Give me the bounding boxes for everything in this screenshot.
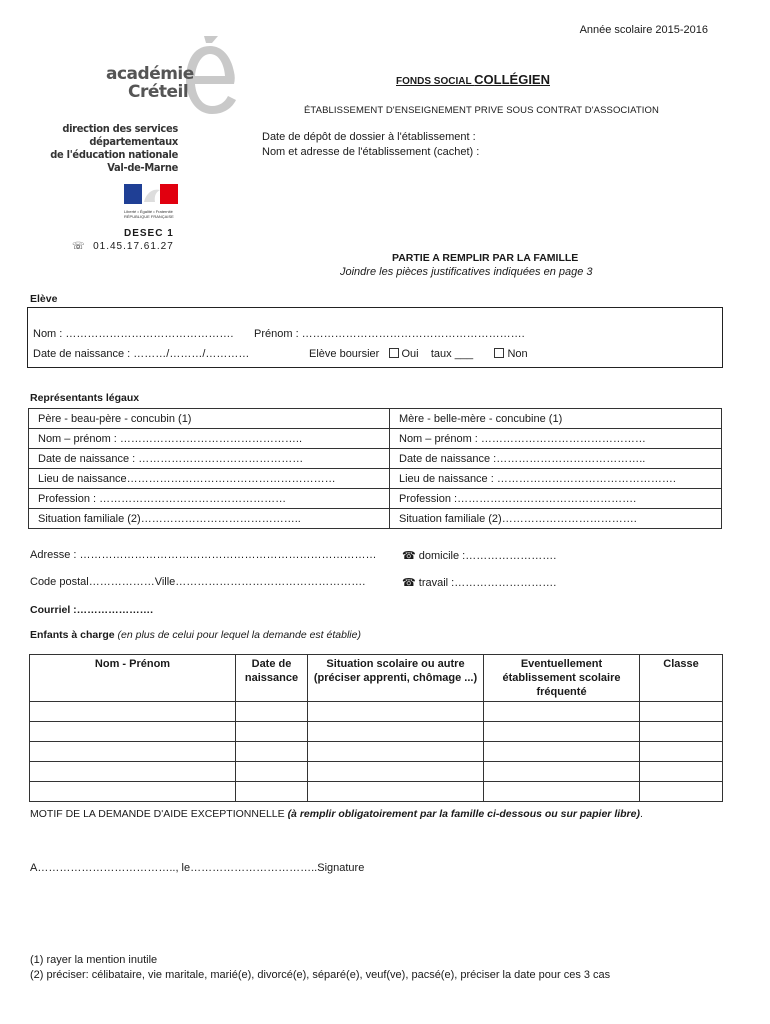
- mere-naissance-field[interactable]: Date de naissance :…………………………………..: [390, 449, 722, 469]
- mere-profession-field[interactable]: Profession :………………………………………….: [390, 489, 722, 509]
- mere-heading: Mère - belle-mère - concubine (1): [390, 409, 722, 429]
- travail-label: travail :……………………….: [418, 577, 557, 589]
- table-row: [30, 702, 723, 722]
- phone-icon: ☏: [72, 241, 86, 252]
- cell[interactable]: [30, 762, 236, 782]
- cell[interactable]: [484, 742, 640, 762]
- republic-name: RÉPUBLIQUE FRANÇAISE: [124, 214, 174, 219]
- representants-heading: Représentants légaux: [30, 392, 140, 404]
- enfants-table: [29, 654, 723, 802]
- table-row: [29, 489, 722, 509]
- marianne-logo: [124, 184, 178, 218]
- service-code: DESEC 1: [124, 228, 174, 239]
- cell[interactable]: [640, 742, 723, 762]
- taux-field[interactable]: taux ___: [430, 348, 474, 360]
- cell[interactable]: [308, 742, 484, 762]
- etablissement-line: Nom et adresse de l'établissement (cachet) :: [262, 146, 480, 158]
- cell[interactable]: [308, 702, 484, 722]
- enfants-heading: Enfants à charge (en plus de celui pour lequel la demande est établie): [30, 629, 361, 641]
- pere-naissance-field[interactable]: Date de naissance : ………………………………………: [29, 449, 390, 469]
- adresse-field[interactable]: Adresse : ………………………………………………………………………: [30, 549, 377, 561]
- depot-date-line: Date de dépôt de dossier à l'établissement :: [262, 131, 476, 143]
- eleve-boursier: [309, 348, 528, 360]
- table-header: [30, 655, 723, 702]
- table-row: [29, 449, 722, 469]
- cell[interactable]: [236, 702, 308, 722]
- cell[interactable]: [308, 722, 484, 742]
- col-nom-prenom: Nom - Prénom: [30, 655, 236, 702]
- footnote-1: (1) rayer la mention inutile: [30, 954, 158, 966]
- courriel-field[interactable]: Courriel :………………….: [30, 604, 154, 616]
- table-row: [30, 762, 723, 782]
- domicile-field[interactable]: [402, 549, 556, 562]
- eleve-naissance-field[interactable]: Date de naissance : ………/………/…………: [33, 348, 250, 360]
- school-year: Année scolaire 2015-2016: [579, 24, 708, 36]
- non-checkbox[interactable]: [494, 348, 504, 358]
- cell[interactable]: [30, 722, 236, 742]
- table-row: [30, 722, 723, 742]
- cell[interactable]: [484, 762, 640, 782]
- cell[interactable]: [236, 722, 308, 742]
- footnote-2: (2) préciser: célibataire, vie maritale, marié(e), divorcé(e), séparé(e), veuf(ve), pacsé(e), préciser la date pour ces 3 cas: [30, 969, 611, 981]
- cell[interactable]: [236, 742, 308, 762]
- cell[interactable]: [308, 762, 484, 782]
- table-row: [29, 469, 722, 489]
- cell[interactable]: [308, 782, 484, 802]
- non-label: Non: [507, 348, 528, 360]
- col-situation: Situation scolaire ou autre (préciser apprenti, chômage ...): [308, 655, 484, 702]
- table-row: [30, 742, 723, 762]
- cell[interactable]: [640, 782, 723, 802]
- cell[interactable]: [484, 702, 640, 722]
- pere-profession-field[interactable]: Profession : ……………………………………………: [29, 489, 390, 509]
- oui-label: Oui: [401, 348, 419, 360]
- representants-table: [28, 408, 722, 529]
- phone-icon: ☎: [402, 577, 416, 589]
- republic-motto: Liberté • Égalité • Fraternité: [124, 209, 173, 214]
- oui-checkbox[interactable]: [389, 348, 399, 358]
- mere-lieu-field[interactable]: Lieu de naissance : ………………………………………….: [390, 469, 722, 489]
- cell[interactable]: [484, 782, 640, 802]
- mere-situation-field[interactable]: Situation familiale (2)……………………………….: [390, 509, 722, 529]
- dsden-label: direction des services départementaux de l'éducation nationale Val-de-Marne: [50, 122, 178, 174]
- cell[interactable]: [236, 762, 308, 782]
- creteil-label: Créteil: [128, 82, 189, 102]
- motif-line: MOTIF DE LA DEMANDE D'AIDE EXCEPTIONNELLE (à remplir obligatoirement par la famille ci-dessous ou sur papier libre).: [30, 808, 643, 820]
- page-title: FONDS SOCIAL COLLÉGIEN: [396, 72, 550, 87]
- signature-line[interactable]: A……………………………….., le……………………………..Signature: [30, 862, 365, 874]
- phone-icon: ☎: [402, 550, 416, 562]
- table-row: [30, 782, 723, 802]
- cell[interactable]: [236, 782, 308, 802]
- table-row: [29, 429, 722, 449]
- cell[interactable]: [30, 782, 236, 802]
- cell[interactable]: [640, 762, 723, 782]
- cell[interactable]: [484, 722, 640, 742]
- page-subtitle: ÉTABLISSEMENT D'ENSEIGNEMENT PRIVE SOUS CONTRAT D'ASSOCIATION: [304, 105, 659, 116]
- partie-famille: PARTIE A REMPLIR PAR LA FAMILLE: [392, 252, 579, 264]
- pere-situation-field[interactable]: Situation familiale (2)……………………………………..: [29, 509, 390, 529]
- code-postal-field[interactable]: Code postal………………Ville…………………………………………….: [30, 576, 366, 588]
- boursier-label: Elève boursier: [309, 348, 380, 360]
- mere-nom-field[interactable]: Nom – prénom : ………………………………………: [390, 429, 722, 449]
- eleve-heading: Elève: [30, 293, 58, 305]
- eleve-box: [27, 307, 723, 368]
- phone-number: 01.45.17.61.27: [93, 241, 174, 252]
- table-row: [29, 409, 722, 429]
- eleve-nom-field[interactable]: Nom : ……………………………………….: [33, 328, 234, 340]
- travail-field[interactable]: [402, 576, 556, 589]
- pieces-note: Joindre les pièces justificatives indiquées en page 3: [340, 266, 593, 278]
- col-date-naissance: Date de naissance: [236, 655, 308, 702]
- service-phone: [72, 241, 174, 252]
- academie-label: académie: [106, 64, 194, 84]
- cell[interactable]: [640, 702, 723, 722]
- table-row: [29, 509, 722, 529]
- col-classe: Classe: [640, 655, 723, 702]
- domicile-label: domicile :…………………….: [418, 550, 557, 562]
- cell[interactable]: [30, 702, 236, 722]
- pere-heading: Père - beau-père - concubin (1): [29, 409, 390, 429]
- col-etablissement: Eventuellement établissement scolaire fréquenté: [484, 655, 640, 702]
- cell[interactable]: [640, 722, 723, 742]
- cell[interactable]: [30, 742, 236, 762]
- eleve-prenom-field[interactable]: Prénom : …………………………………………………….: [254, 328, 525, 340]
- pere-nom-field[interactable]: Nom – prénom : …………………………………………..: [29, 429, 390, 449]
- pere-lieu-field[interactable]: Lieu de naissance…………………………………………………: [29, 469, 390, 489]
